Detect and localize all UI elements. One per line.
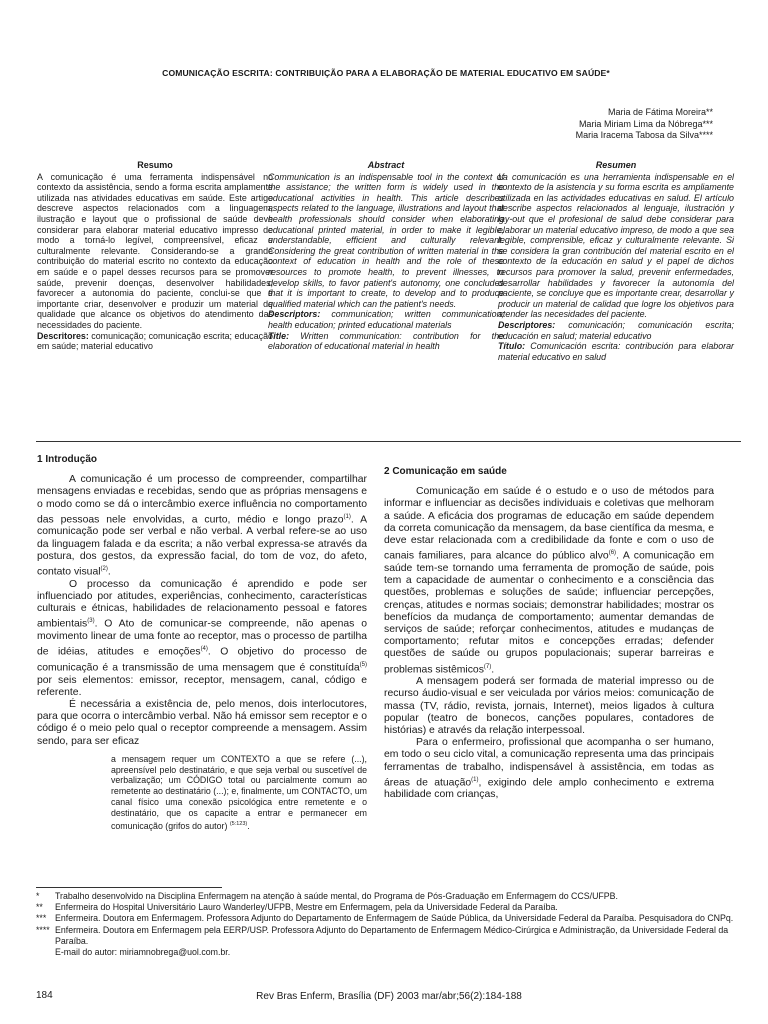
footnote: * Trabalho desenvolvido na Disciplina Enfermagem na atenção à saúde mental, do Programa de Pós-Graduação em Enfermagem do CCS/UFPB. <box>36 891 618 901</box>
citation-ref: (3) <box>87 618 95 625</box>
citation-ref: (2) <box>100 566 108 573</box>
citation-ref: (4) <box>200 646 208 653</box>
paragraph: Comunicação em saúde é o estudo e o uso de métodos para informar e influenciar as decisões individuais e coletivas que melhoram a saúde. A eficácia dos programas de educação em saúde dependem da correta comunicação da mensagem, da base científica da mesma, e deve estar relacionada com a credibilidade da fonte e com o uso de canais familiares, para alcance do público alvo$^{(6)}$. A comunicação em saúde tem-se tornando uma ferramenta de promoção de saúde, pois tem a capacidade de aumentar o conhecimento e a consciência das questões, problemas e soluções de saúde; influenciar percepções, crenças, atitudes e normas sociais; demonstrar habilidades; mostrar os benefícios da mudança de comportamento; aumentar demandas de serviços de saúde; reforçar conhecimentos, atitudes e mudanças de comportamento; refutar mitos e concepções erradas; defender questões de saúde ou grupos populacionais; superar barreiras e problemas sistêmicos$^{(7)}$. <box>384 486 714 675</box>
citation-ref: (6) <box>608 550 617 557</box>
resumen-heading: Resumen <box>595 160 637 170</box>
footnote: *** Enfermeira. Doutora em Enfermagem. Professora Adjunto do Departamento de Enfermagem de Saúde Pública, da Universidade Federal da Paraíba. Pesquisadora do CNPq. <box>36 913 734 924</box>
paragraph: A mensagem poderá ser formada de material impresso ou de recurso áudio-visual e ser veiculada por vários meios: comunicação de massa (TV, rádio, revista, jornais, Internet), meios ligados à cultura popular (teatro de bonecos, canções populares, contadores de histórias) e através da relação interpessoal. <box>384 676 714 736</box>
title-text: Comunicación escrita: contribución para elaborar material educativo en salud <box>498 341 734 362</box>
block-quote: a mensagem requer um CONTEXTO a que se refere (...), apreensível pelo destinatário, e que seja verbal ou suscetível de verbalização; um CÓDIGO total ou parcialmente comum ao remetente ao destinatário (...); e, finalmente, um CONTACTO, um canal físico uma conexão psicológica entre remetente e o destinatário, que os capacite a entrar e permanecer em comunicação (grifos do autor) $^{(5:123)}$. <box>111 753 367 831</box>
section-heading-introducao: 1 Introdução <box>37 454 98 465</box>
footnote-divider <box>36 887 222 888</box>
title-label: Título: <box>498 341 526 352</box>
title-text: Written communication: contribution for the elaboration of educational material in health <box>268 330 504 352</box>
citation-ref: (5:123) <box>229 820 248 827</box>
body-column-left <box>37 454 367 831</box>
author-email: E-mail do autor: miriamnobrega@uol.com.br. <box>55 947 231 958</box>
abstract-keywords <box>268 309 504 330</box>
resumen-keywords <box>498 320 734 341</box>
section-divider <box>36 441 741 442</box>
author-2: Maria Miriam Lima da Nóbrega*** <box>578 118 713 129</box>
resumo-column <box>37 160 273 352</box>
paragraph: É necessária a existência de, pelo menos, dois interlocutores, para que ocorra o intercâmbio verbal. Não há emissor sem receptor e o código é o meio pelo qual o receptor compreende a mensagem. Assim sendo, para ser eficaz <box>37 699 367 747</box>
journal-citation: Rev Bras Enferm, Brasília (DF) 2003 mar/abr;56(2):184-188 <box>256 991 522 1002</box>
paragraph: O processo da comunicação é aprendido e pode ser influenciado por atitudes, experiências, conhecimento, características culturais e étnicas, habilidades de relacionamento pessoal e fatores ambientais$^{(3)}$. O Ato de comunicar-se compreende, não apenas o movimento linear de uma fonte ao receptor, mas o processo de partilha de idéias, atitudes e emoções$^{(4)}$. O objetivo do processo de comunicação é a transmissão de uma mensagem que é constituída$^{(5)}$ por seis elementos: emissor, receptor, mensagem, canal, código e referente. <box>37 578 367 698</box>
resumen-title <box>498 341 734 362</box>
abstract-column <box>268 160 504 352</box>
author-list <box>576 107 713 142</box>
keywords-label: Descritores: <box>37 330 89 341</box>
paragraph: Para o enfermeiro, profissional que acompanha o ser humano, em todo o seu ciclo vital, a comunicação representa uma das principais ferramentas de trabalho, indispensável à assistência, em todas as áreas de atuação$^{(1)}$, exigindo dele amplo conhecimento e extrema habilidade com crianças, <box>384 737 714 801</box>
citation-ref: (1) <box>343 513 351 520</box>
paragraph: A comunicação é um processo de compreender, compartilhar mensagens enviadas e recebidas, sendo que as próprias mensagens e o modo como se dá o intercâmbio exerce influência no comportamento das pessoas nele envolvidas, a curto, médio e longo prazo$^{(1)}$. A comunicação pode ser verbal e não verbal. A verbal refere-se ao uso da linguagem falada e da escrita; a não verbal expressa-se através da postura, dos gestos, da expressão facial, do tom de voz, do afeto, contato visual$^{(2)}$. <box>37 474 367 578</box>
resumo-keywords <box>37 331 273 352</box>
body-column-right <box>384 466 714 802</box>
title-label: Title: <box>268 330 290 341</box>
resumo-text: A comunicação é uma ferramenta indispensável no contexto da assistência, sendo a forma escrita amplamente utilizada nas atividades educativas em saúde. Este artigo descreve aspectos relacionados com a linguagem, ilustração e layout que o profissional de saúde deve considerar para elaborar material educativo impresso de modo a torná-lo legível, compreensível, eficaz e culturalmente relevante. Considerando-se a grande contribuição do material escrito no contexto da educação em saúde e o papel desses recursos para se promover saúde, prevenir doenças, desenvolver habilidades, favorecer a autonomia do paciente, conclui-se que é importante criar, desenvolver e produzir um material de qualidade que alcance os objetivos do atendimento das necessidades do paciente. <box>37 171 273 330</box>
footnote: **** Enfermeira. Doutora em Enfermagem pela EERP/USP. Professora Adjunto do Departamento de Enfermagem Médico-Cirúrgica e Administração, da Universidade Federal da Paraíba. <box>36 924 729 946</box>
footnote: ** Enfermeira do Hospital Universitário Lauro Wanderley/UFPB, Mestre em Enfermagem, pela da Universidade Federal da Paraíba. <box>36 902 558 913</box>
keywords-label: Descriptors: <box>268 309 321 320</box>
abstract-text: Communication is an indispensable tool in the context of the assistance; the written form is widely used in the educational activities in health. This article describes aspects related to the language, illustrations and layout that health professionals should consider when elaborating educational printed material, in order to make it legible, understandable, efficient and culturally relevant. Considering the great contribution of written material in the context of education in health and the role of these resources to promote health, to prevent illnesses, to develop skills, to favor patient's autonomy, one concludes that it is important to create, to develop and to produce qualified material which can the patient's needs. <box>268 171 504 309</box>
keywords-text: communication; written communication; health education; printed educational materials <box>268 309 504 330</box>
author-3: Maria Iracema Tabosa da Silva**** <box>575 130 713 141</box>
keywords-text: comunicación; comunicación escrita; educación en salud; material educativo <box>498 319 734 341</box>
citation-ref: (7) <box>483 663 492 670</box>
footnotes <box>36 891 742 958</box>
abstract-heading: Abstract <box>367 160 405 170</box>
abstract-title <box>268 331 504 352</box>
article-title: COMUNICAÇÃO ESCRITA: CONTRIBUIÇÃO PARA A ELABORAÇÃO DE MATERIAL EDUCATIVO EM SAÚDE* <box>162 68 610 78</box>
section-heading-comunicacao-saude: 2 Comunicação em saúde <box>384 466 507 477</box>
citation-ref: (5) <box>359 661 367 668</box>
keywords-label: Descriptores: <box>498 319 556 330</box>
keywords-text: comunicação; comunicação escrita; educação em saúde; material educativo <box>37 330 273 352</box>
author-1: Maria de Fátima Moreira** <box>607 107 713 117</box>
citation-ref: (1) <box>471 776 479 783</box>
resumo-heading: Resumo <box>137 160 173 170</box>
resumen-text: La comunicación es una herramienta indispensable en el contexto de la asistencia y su forma escrita es ampliamente utilizada en las actividades educativas en salud. El artículo describe aspectos relacionados al lenguaje, ilustración y lay-out que el profesional de salud debe considerar para elaborar un material educativo impreso, de modo a que sea legible, comprensible, eficaz y culturalmente relevante. Si se considera la gran contribución del material escrito en el contexto de la educación en salud y el papel de dichos recursos para promover la salud, prevenir enfermedades, desarrollar habilidades y favorecer la autonomía del paciente, se concluye que es importante crear, desarrollar y producir un material de calidad que logre los objetivos para atender las necesidades del paciente. <box>498 171 734 320</box>
page-number: 184 <box>36 990 53 1001</box>
resumen-column <box>498 160 734 362</box>
